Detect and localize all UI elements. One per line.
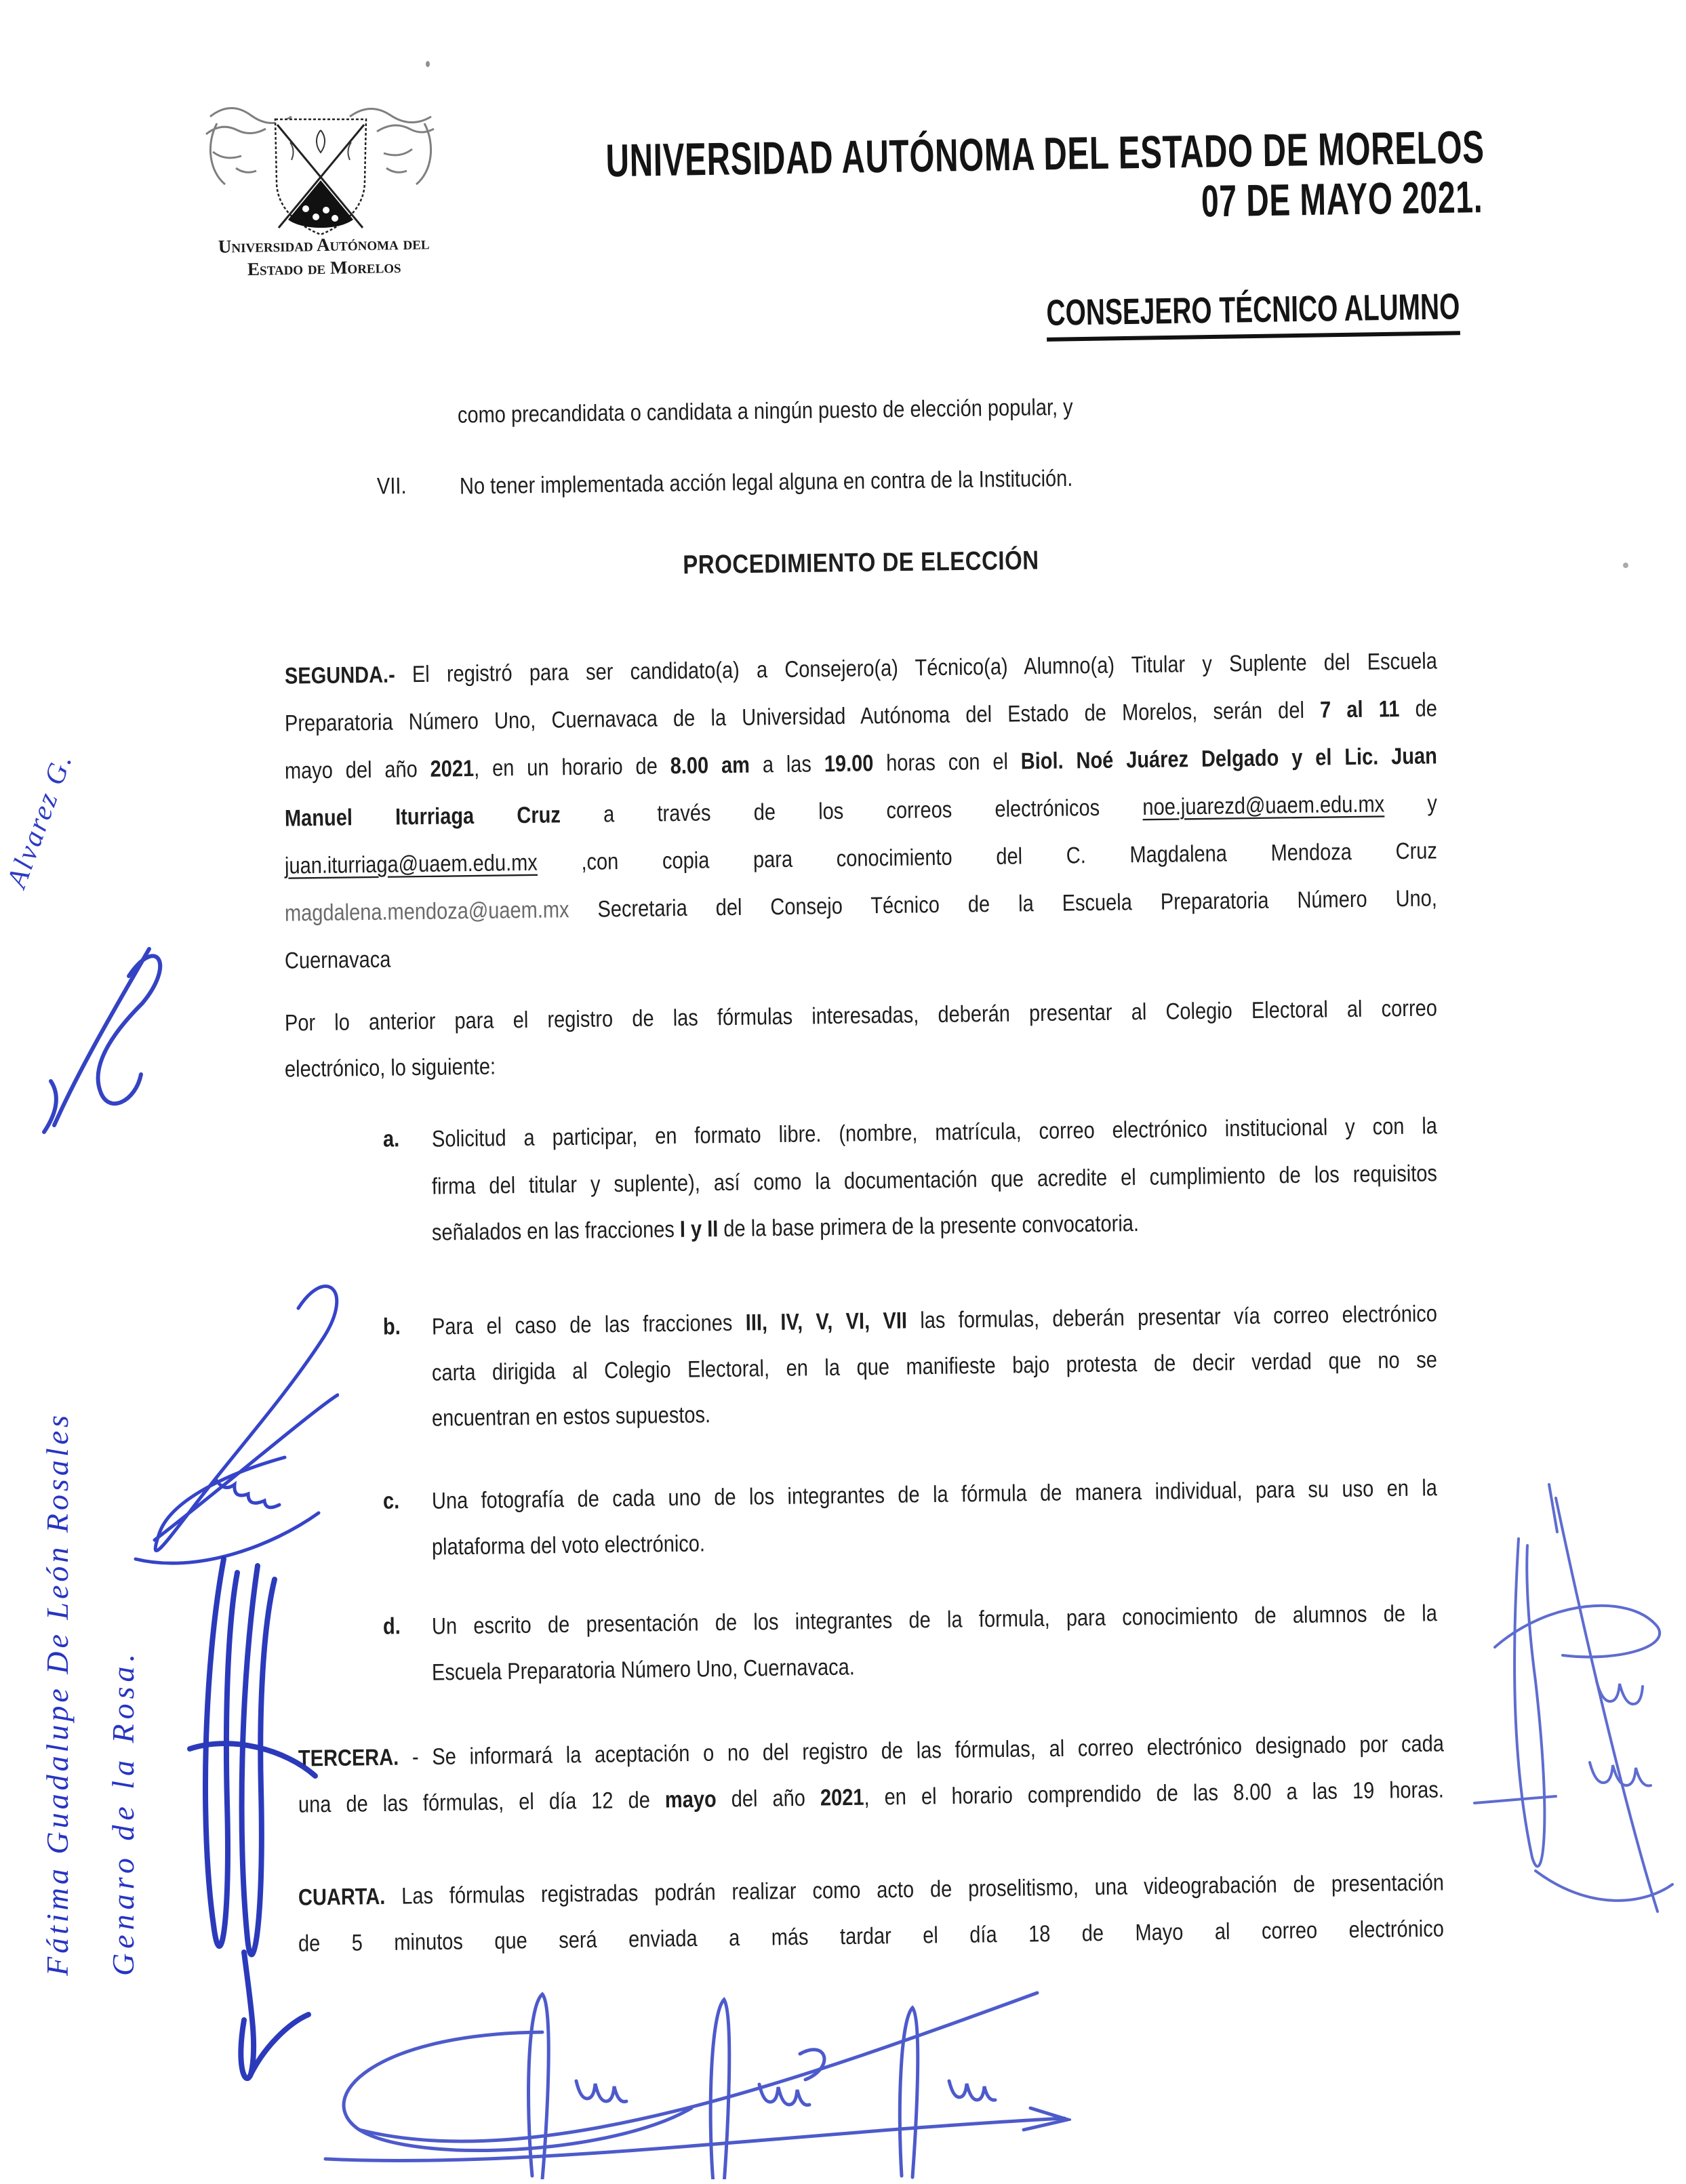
item-d-line: Un escrito de presentación de los integrantes de la formula, para conocimiento de alumnos de la bbox=[431, 1600, 1438, 1640]
item-b-line: carta dirigida al Colegio Electoral, en la que manifieste bajo protesta de decir verdad que no se bbox=[431, 1347, 1438, 1386]
handwritten-name-genaro: Genaro de la Rosa. bbox=[106, 1649, 140, 1976]
item-a-line: señalados en las fracciones I y II de la base primera de la presente convocatoria. bbox=[431, 1211, 1140, 1246]
item-a-line: Solicitud a participar, en formato libre. (nombre, matrícula, correo electrónico institucional y con la bbox=[431, 1113, 1438, 1152]
university-logo bbox=[195, 95, 447, 239]
segunda-line: Cuernavaca bbox=[284, 947, 391, 974]
segunda-line: SEGUNDA.- El registró para ser candidato(a) a Consejero(a) Técnico(a) Alumno(a) Titular y Suplente del Escuela bbox=[284, 648, 1438, 689]
signature-diagonal-left bbox=[95, 1254, 339, 1579]
logo-caption-line1: Universidad Autónoma del bbox=[218, 232, 430, 257]
item-b-line: Para el caso de las fracciones III, IV, V, VI, VII las formulas, deberán presentar vía correo electrónico bbox=[431, 1301, 1438, 1340]
segunda-line: juan.iturriaga@uaem.edu.mx ,con copia para conocimiento del C. Magdalena Mendoza Cruz bbox=[284, 838, 1438, 879]
tercera-line: TERCERA. - Se informará la aceptación o no del registro de las fórmulas, al correo electrónico designado por cada bbox=[298, 1731, 1445, 1772]
logo-caption-line2: Estado de Morelos bbox=[247, 256, 401, 279]
item-c-line: plataforma del voto electrónico. bbox=[431, 1531, 706, 1560]
document-date: 07 DE MAYO 2021. bbox=[1201, 171, 1483, 226]
signature-scribble-top-left bbox=[20, 915, 169, 1139]
por-lo-anterior-line: electrónico, lo siguiente: bbox=[284, 1054, 496, 1083]
list-marker-b: b. bbox=[382, 1314, 401, 1340]
handwritten-name-top-left: Alvarez G. bbox=[1, 748, 79, 892]
cuarta-line: de 5 minutos que será enviada a más tardar el día 18 de Mayo al correo electrónico bbox=[298, 1916, 1445, 1957]
scan-speck bbox=[1623, 563, 1628, 568]
list-marker-c: c. bbox=[382, 1488, 400, 1514]
item-b-line: encuentran en estos supuestos. bbox=[431, 1402, 711, 1432]
item-c-line: Una fotografía de cada uno de los integrantes de la fórmula de manera individual, para su uso en la bbox=[431, 1475, 1438, 1514]
logo-caption bbox=[181, 230, 466, 281]
signature-bottom bbox=[258, 1952, 1071, 2179]
segunda-line: mayo del año 2021, en un horario de 8.00 am a las 19.00 horas con el Biol. Noé Juárez Delgado y el Lic. Juan bbox=[284, 743, 1438, 784]
document-title bbox=[965, 286, 1460, 342]
cuarta-line: CUARTA. Las fórmulas registradas podrán realizar como acto de proselitismo, una videograbación de presentación bbox=[298, 1870, 1445, 1911]
segunda-line: Preparatoria Número Uno, Cuernavaca de la Universidad Autónoma del Estado de Morelos, serán del 7 al 11 de bbox=[284, 695, 1438, 737]
document-title-text: CONSEJERO TÉCNICO ALUMNO bbox=[1046, 285, 1460, 342]
list-marker-d: d. bbox=[382, 1613, 401, 1640]
fraction-vii-marker: VII. bbox=[376, 473, 407, 500]
university-header-line: UNIVERSIDAD AUTÓNOMA DEL ESTADO DE MORELOS bbox=[605, 121, 1485, 187]
segunda-line: Manuel Iturriaga Cruz a través de los correos electrónicos noe.juarezd@uaem.edu.mx y bbox=[284, 790, 1438, 832]
item-d-line: Escuela Preparatoria Número Uno, Cuernavaca. bbox=[431, 1654, 856, 1686]
item-a-line: firma del titular y suplente), así como la documentación que acredite el cumplimiento de los requisitos bbox=[431, 1160, 1438, 1200]
scan-speck bbox=[426, 61, 430, 67]
fraction-vii-text: No tener implementada acción legal alguna en contra de la Institución. bbox=[459, 466, 1073, 500]
segunda-line: magdalena.mendoza@uaem.mx Secretaria del Consejo Técnico de la Escuela Preparatoria Número Uno, bbox=[284, 885, 1438, 927]
intro-line: como precandidata o candidata a ningún puesto de elección popular, y bbox=[457, 395, 1073, 428]
section-title: PROCEDIMIENTO DE ELECCIÓN bbox=[683, 545, 1039, 580]
signature-right bbox=[1454, 1478, 1681, 1918]
tercera-line: una de las fórmulas, el día 12 de mayo del año 2021, en el horario comprendido de las 8.00 a las 19 horas. bbox=[298, 1777, 1445, 1818]
list-marker-a: a. bbox=[382, 1126, 400, 1152]
handwritten-name-fatima: Fátima Guadalupe De León Rosales bbox=[40, 1411, 75, 1976]
por-lo-anterior-line: Por lo anterior para el registro de las fórmulas interesadas, deberán presentar al Colegio Electoral al correo bbox=[284, 995, 1438, 1036]
